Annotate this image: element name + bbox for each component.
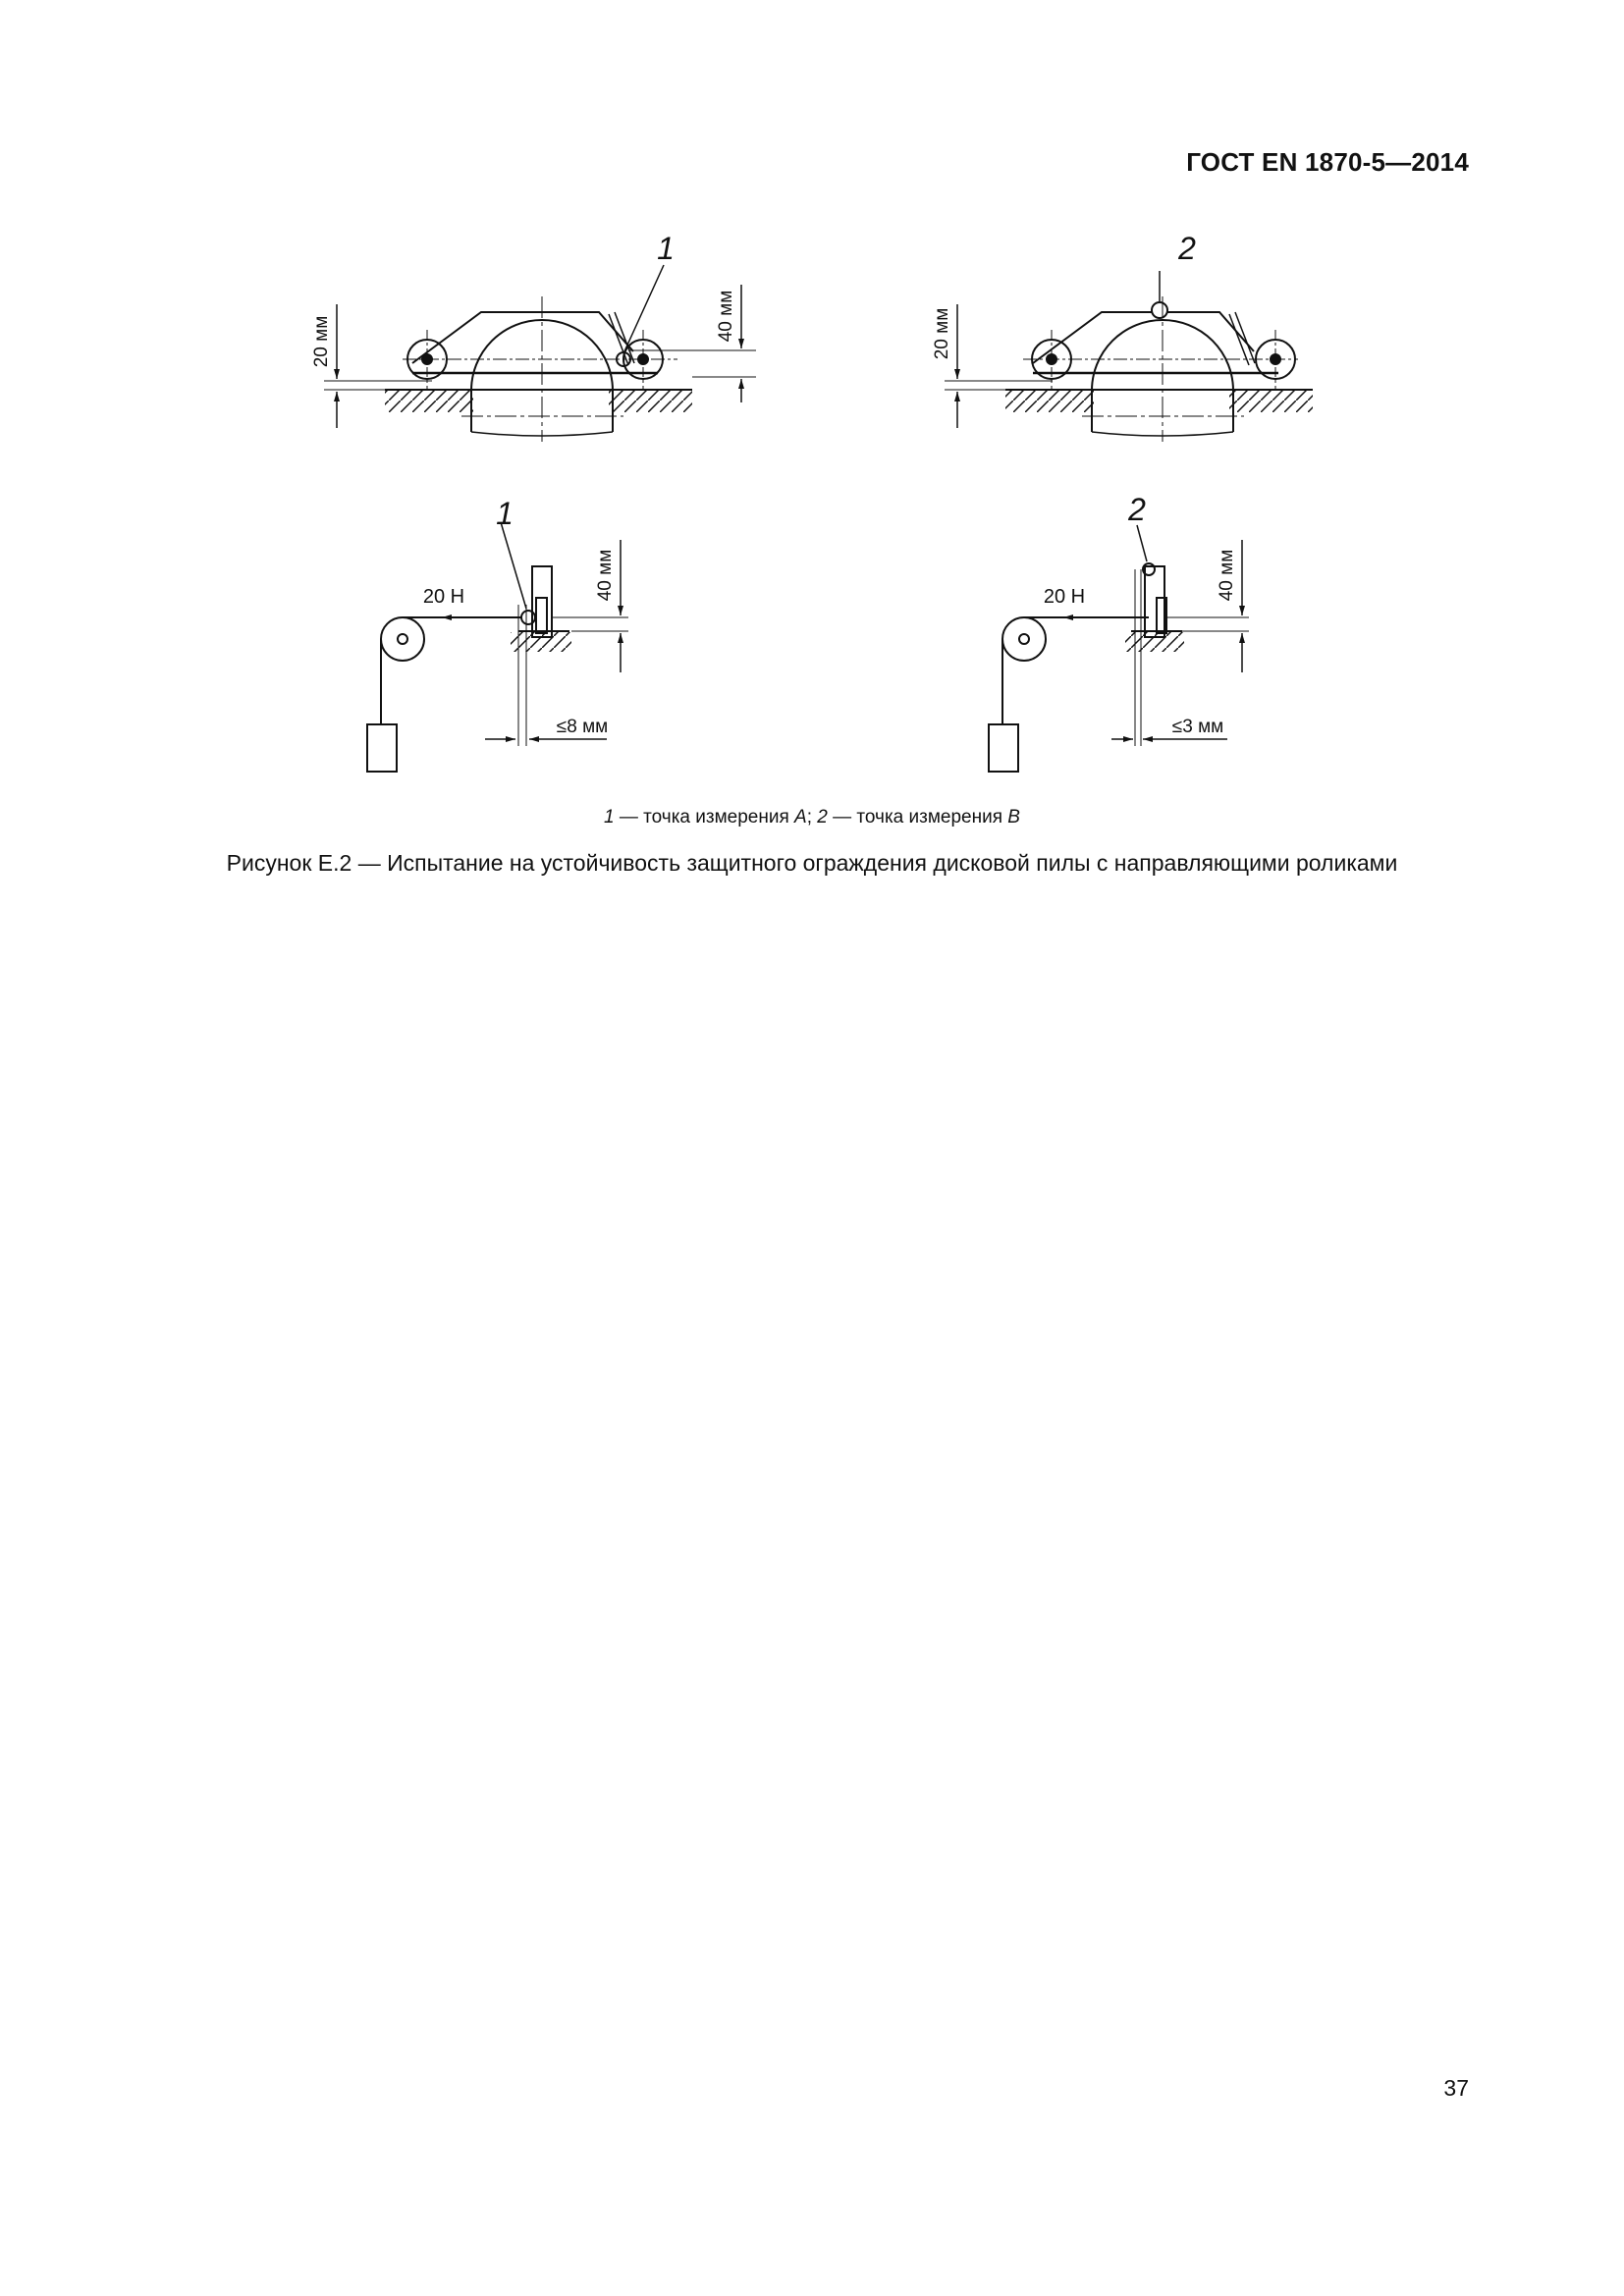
callout-label: 1 <box>496 496 514 531</box>
figure-legend <box>0 807 1624 828</box>
legend-point: B <box>1007 807 1020 828</box>
legend-number: 1 <box>604 807 615 828</box>
ground-hatch <box>609 391 692 412</box>
test-weight <box>367 724 397 772</box>
dimension-label: 40 мм <box>716 290 736 343</box>
page-number: 37 <box>1443 2075 1469 2101</box>
callout-leader <box>501 522 526 609</box>
guard-slot <box>536 598 547 633</box>
measurement-point-b <box>1152 302 1167 318</box>
callout-label: 2 <box>1178 231 1196 266</box>
callout-label: 1 <box>657 231 675 266</box>
legend-separator: ; <box>806 807 818 828</box>
ground-hatch <box>1229 391 1313 412</box>
figure-caption: Рисунок E.2 — Испытание на устойчивость защитного ограждения дисковой пилы с направляющими роликами <box>226 850 1398 876</box>
legend-text: — точка измерения <box>614 807 795 828</box>
ground-hatch <box>1005 391 1094 412</box>
dimension-label: ≤8 мм <box>556 717 609 737</box>
legend-point: A <box>794 807 807 828</box>
guard-body <box>1033 312 1254 363</box>
callout-leader <box>1137 525 1147 561</box>
dimension-label: 20 мм <box>311 315 332 368</box>
table-hatch <box>511 632 571 652</box>
callout-leader <box>624 265 664 351</box>
force-label: 20 Н <box>1043 586 1086 608</box>
document-header: ГОСТ EN 1870-5—2014 <box>1186 147 1469 177</box>
test-weight <box>989 724 1018 772</box>
legend-text: — точка измерения <box>827 807 1008 828</box>
force-label: 20 Н <box>422 586 465 608</box>
ground-hatch <box>385 391 473 412</box>
table-hatch <box>1125 632 1184 652</box>
diagram-top-left <box>324 265 756 442</box>
diagram-top-right <box>945 271 1313 442</box>
callout-label: 2 <box>1128 492 1146 527</box>
figure-e2-drawing <box>0 0 1624 883</box>
guard-plate <box>1145 566 1164 637</box>
dimension-label: 20 мм <box>932 307 952 360</box>
legend-number: 2 <box>817 807 828 828</box>
dimension-label: ≤3 мм <box>1171 717 1224 737</box>
dimension-label: 40 мм <box>595 549 616 602</box>
dimension-label: 40 мм <box>1217 549 1237 602</box>
